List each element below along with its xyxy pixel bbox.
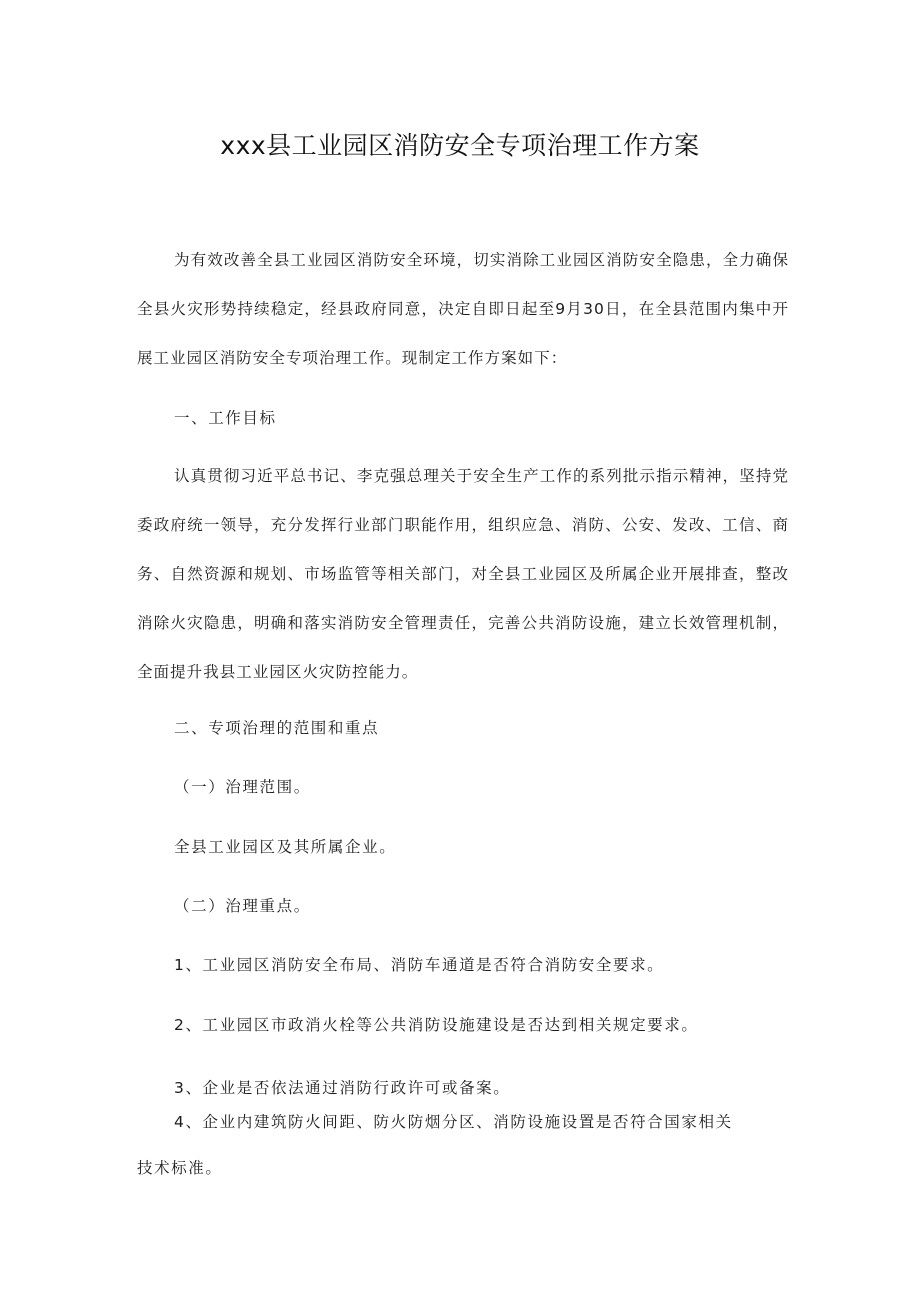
section2-heading: 二、专项治理的范围和重点 bbox=[174, 719, 380, 737]
focus-item-4-continuation: 技术标准。 bbox=[137, 1159, 223, 1177]
section1-paragraph: 认真贯彻习近平总书记、李克强总理关于安全生产工作的系列批示指示精神，坚持党委政府统一领导，充分发挥行业部门职能作用，组织应急、消防、公安、发改、工信、商务、自然资源和规划、市场监管等相关部门，对全县工业园区及所属企业开展排查，整改消除火灾隐患，明确和落实消防安全管理责任，完善公共消防设施，建立长效管理机制，全面提升我县工业园区火灾防控能力。 bbox=[137, 467, 789, 681]
scope-heading: （一）治理范围。 bbox=[174, 778, 311, 796]
focus-heading: （二）治理重点。 bbox=[174, 897, 311, 915]
section1-heading: 一、工作目标 bbox=[174, 409, 277, 427]
scope-body: 全县工业园区及其所属企业。 bbox=[174, 838, 397, 856]
document-title: xxx县工业园区消防安全专项治理工作方案 bbox=[220, 131, 700, 160]
focus-item-3: 3、企业是否依法通过消防行政许可或备案。 bbox=[174, 1079, 511, 1097]
focus-item-2: 2、工业园区市政消火栓等公共消防设施建设是否达到相关规定要求。 bbox=[174, 1016, 699, 1034]
focus-item-4: 4、企业内建筑防火间距、防火防烟分区、消防设施设置是否符合国家相关 bbox=[174, 1113, 733, 1131]
intro-paragraph: 为有效改善全县工业园区消防安全环境，切实消除工业园区消防安全隐患，全力确保全县火灾形势持续稳定，经县政府同意，决定自即日起至9月30日，在全县范围内集中开展工业园区消防安全专项治理工作。现制定工作方案如下： bbox=[137, 251, 789, 367]
focus-item-1: 1、工业园区消防安全布局、消防车通道是否符合消防安全要求。 bbox=[174, 956, 665, 974]
